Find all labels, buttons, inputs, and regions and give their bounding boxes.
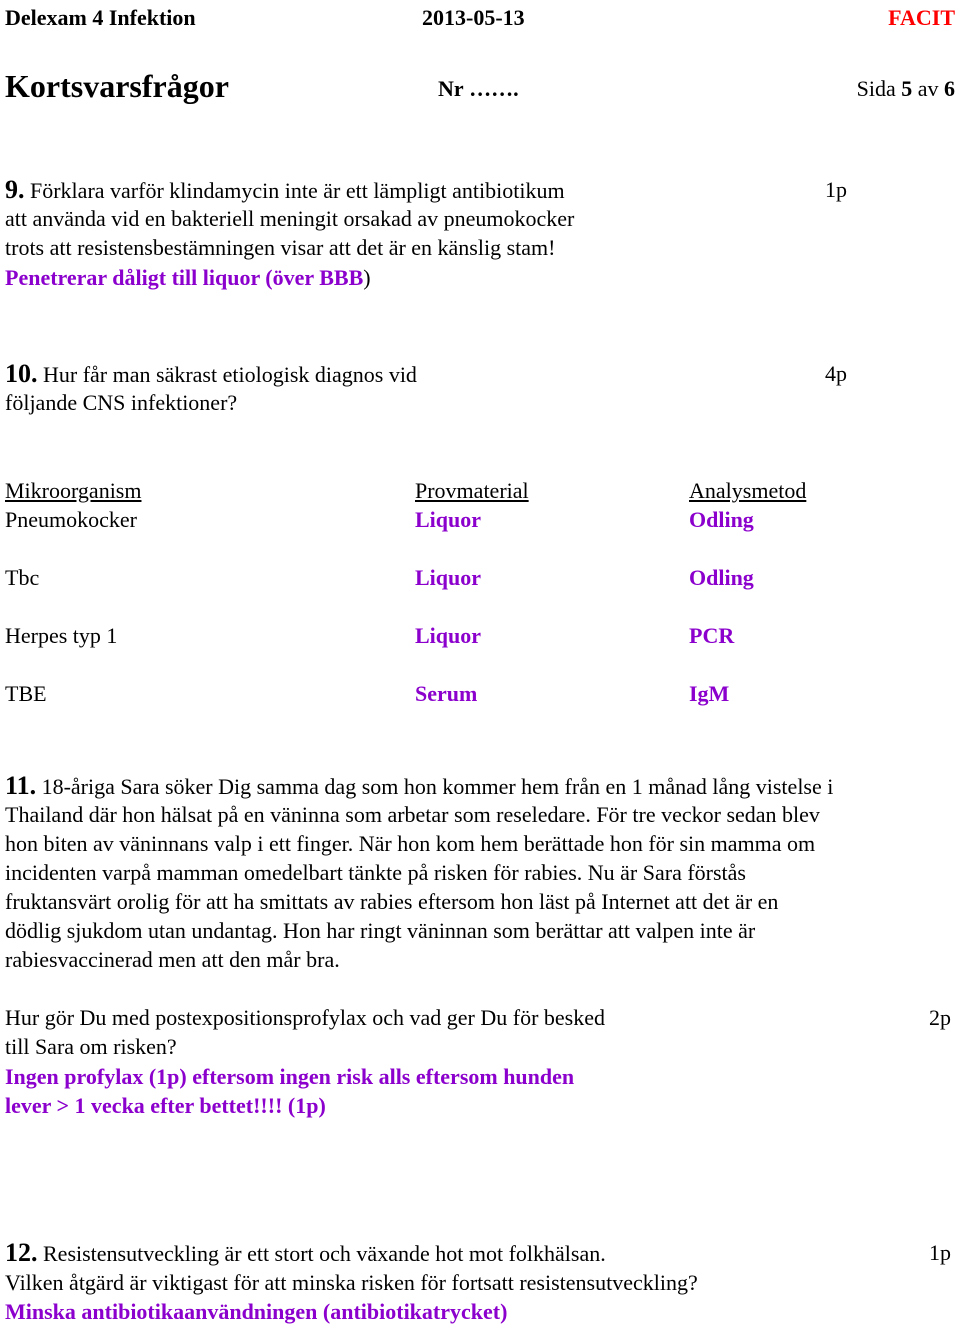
q11-line-5: fruktansvärt orolig för att ha smittats av rabies eftersom hon läst på Internet att det är en [5, 889, 779, 914]
table-row-method: PCR [689, 623, 735, 648]
table-header-material: Provmaterial [415, 478, 529, 503]
q11-answer-2: lever > 1 vecka efter bettet!!!! (1p) [5, 1093, 326, 1118]
q11-line-7: rabiesvaccinerad men att den mår bra. [5, 947, 340, 972]
q12-line-1: 12. Resistensutveckling är ett stort och växande hot mot folkhälsan. [5, 1238, 606, 1267]
q11-question-1: Hur gör Du med postexpositionsprofylax och vad ger Du för besked [5, 1005, 605, 1030]
table-row-organism: Pneumokocker [5, 507, 137, 532]
q10-number: 10. [5, 359, 38, 388]
table-row-organism: TBE [5, 681, 47, 706]
table-row-method: IgM [689, 681, 730, 706]
q11-line-6: dödlig sjukdom utan undantag. Hon har ringt väninnan som berättar att valpen inte är [5, 918, 756, 943]
exam-date: 2013-05-13 [422, 5, 525, 30]
q11-number: 11. [5, 771, 37, 800]
page-indicator: Sida 5 av 6 [856, 76, 955, 101]
table-header-organism: Mikroorganism [5, 478, 142, 503]
table-row-organism: Herpes typ 1 [5, 623, 118, 648]
q11-line-1: 11. 18-åriga Sara söker Dig samma dag som hon kommer hem från en 1 månad lång vistelse i [5, 771, 834, 800]
table-row-material: Liquor [415, 565, 482, 590]
q10-line-2: följande CNS infektioner? [5, 390, 238, 415]
table-row-material: Liquor [415, 623, 482, 648]
facit-label: FACIT [888, 5, 955, 30]
q10-line-1: 10. Hur får man säkrast etiologisk diagnos vid [5, 359, 417, 388]
section-title: Kortsvarsfrågor [5, 68, 229, 104]
table-row-method: Odling [689, 507, 754, 532]
table-row-material: Liquor [415, 507, 482, 532]
q9-answer: Penetrerar dåligt till liquor (över BBB) [5, 265, 371, 290]
q12-answer: Minska antibiotikaanvändningen (antibiotikatrycket) [5, 1299, 508, 1324]
q9-number: 9. [5, 175, 25, 204]
course-title: Delexam 4 Infektion [5, 5, 196, 30]
table-row-method: Odling [689, 565, 754, 590]
table-row-organism: Tbc [5, 565, 40, 590]
q11-question-2: till Sara om risken? [5, 1034, 177, 1059]
q12-line-2: Vilken åtgärd är viktigast för att minska risken för fortsatt resistensutveckling? [5, 1270, 698, 1295]
q12-points: 1p [929, 1240, 951, 1265]
q12-number: 12. [5, 1238, 38, 1267]
q11-points: 2p [929, 1005, 951, 1030]
q11-line-2: Thailand där hon hälsat på en väninna som arbetar som reseledare. För tre veckor sedan blev [5, 802, 820, 827]
q9-line-3: trots att resistensbestämningen visar att det är en känslig stam! [5, 235, 556, 260]
q10-points: 4p [825, 361, 847, 386]
nr-field: Nr ……. [438, 76, 519, 101]
q11-line-4: incidenten varpå mamman omedelbart tänkte på risken för rabies. Nu är Sara förstås [5, 860, 746, 885]
q11-line-3: hon biten av väninnans valp i ett finger. När hon kom hem berättade hon för sin mamma om [5, 831, 816, 856]
q11-answer-1: Ingen profylax (1p) eftersom ingen risk alls eftersom hunden [5, 1064, 575, 1089]
q9-line-2: att använda vid en bakteriell meningit orsakad av pneumokocker [5, 206, 575, 231]
table-header-method: Analysmetod [689, 478, 807, 503]
table-row-material: Serum [415, 681, 478, 706]
q9-points: 1p [825, 177, 847, 202]
q9-line-1: 9. Förklara varför klindamycin inte är ett lämpligt antibiotikum [5, 175, 565, 204]
